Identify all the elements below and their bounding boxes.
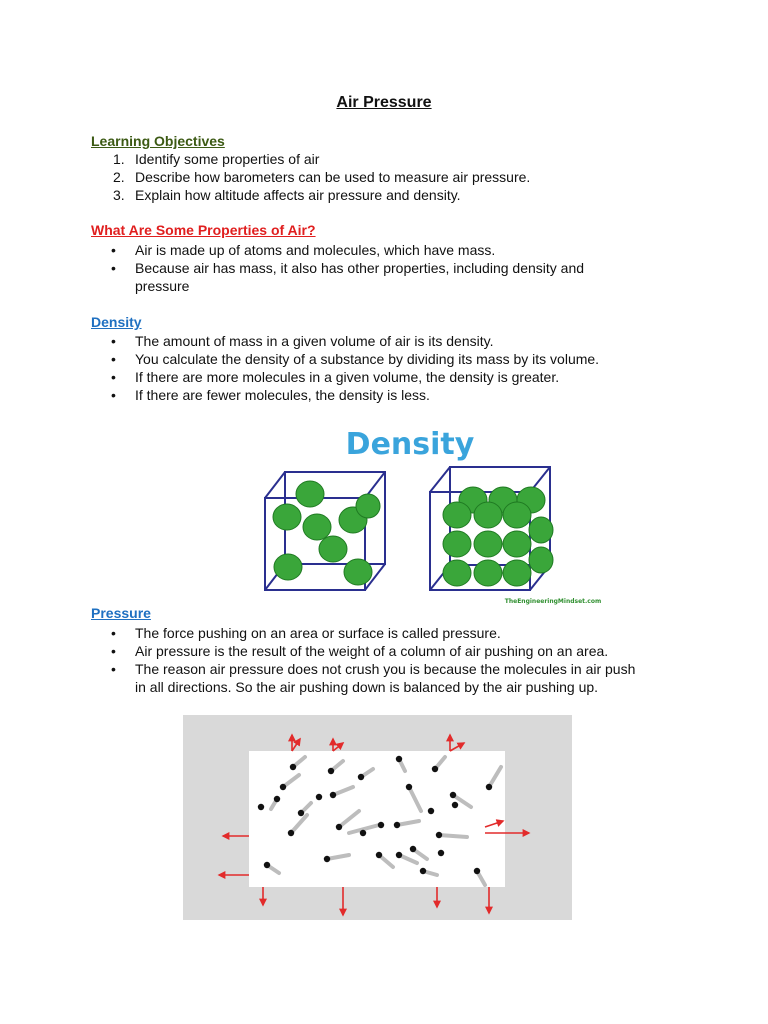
objectives-list xyxy=(91,150,530,204)
pressure-heading: Pressure xyxy=(91,605,151,621)
density-figure xyxy=(255,420,615,610)
list-number: 3. xyxy=(113,187,125,203)
list-item: • You calculate the density of a substance by dividing its mass by its volume. xyxy=(111,351,600,367)
sparse-molecules xyxy=(273,481,380,585)
bullet: • xyxy=(111,625,116,641)
bullet: • xyxy=(111,387,116,403)
bullet: • xyxy=(111,369,116,385)
list-number: 2. xyxy=(113,169,125,185)
density-heading: Density xyxy=(91,314,142,330)
list-item-continuation: in all directions. So the air pushing down is balanced by the air pushing up. xyxy=(135,679,599,695)
dense-molecules xyxy=(443,487,553,586)
figure-credit: TheEngineeringMindset.com xyxy=(504,598,602,605)
list-item: • Because air has mass, it also has other properties, including density and xyxy=(111,260,585,276)
list-item: • If there are more molecules in a given volume, the density is greater. xyxy=(111,369,560,385)
list-item: • The reason air pressure does not crush you is because the molecules in air push xyxy=(111,661,636,677)
list-item: 1. Identify some properties of air xyxy=(113,151,320,167)
density-list xyxy=(91,332,599,404)
bullet: • xyxy=(111,643,116,659)
list-item: • The force pushing on an area or surface is called pressure. xyxy=(111,625,501,641)
list-item: • Air is made up of atoms and molecules, which have mass. xyxy=(111,242,496,258)
list-item-continuation: pressure xyxy=(135,278,190,294)
bullet: • xyxy=(111,260,116,276)
bullet: • xyxy=(111,661,116,677)
density-figure-title: Density xyxy=(345,427,475,462)
page-title: Air Pressure xyxy=(336,94,432,111)
bullet: • xyxy=(111,242,116,258)
container-interior xyxy=(249,751,505,887)
list-item: • The amount of mass in a given volume of air is its density. xyxy=(111,333,494,349)
bullet: • xyxy=(111,351,116,367)
pressure-list xyxy=(91,624,635,696)
list-item: • If there are fewer molecules, the density is less. xyxy=(111,387,430,403)
pressure-figure xyxy=(183,715,572,920)
bullet: • xyxy=(111,333,116,349)
list-number: 1. xyxy=(113,151,125,167)
list-item: 2. Describe how barometers can be used to measure air pressure. xyxy=(113,169,531,185)
objectives-heading: Learning Objectives xyxy=(91,133,225,149)
list-item: 3. Explain how altitude affects air pressure and density. xyxy=(113,187,461,203)
list-item: • Air pressure is the result of the weight of a column of air pushing on an area. xyxy=(111,643,609,659)
properties-heading: What Are Some Properties of Air? xyxy=(91,222,316,238)
properties-list xyxy=(91,241,584,295)
